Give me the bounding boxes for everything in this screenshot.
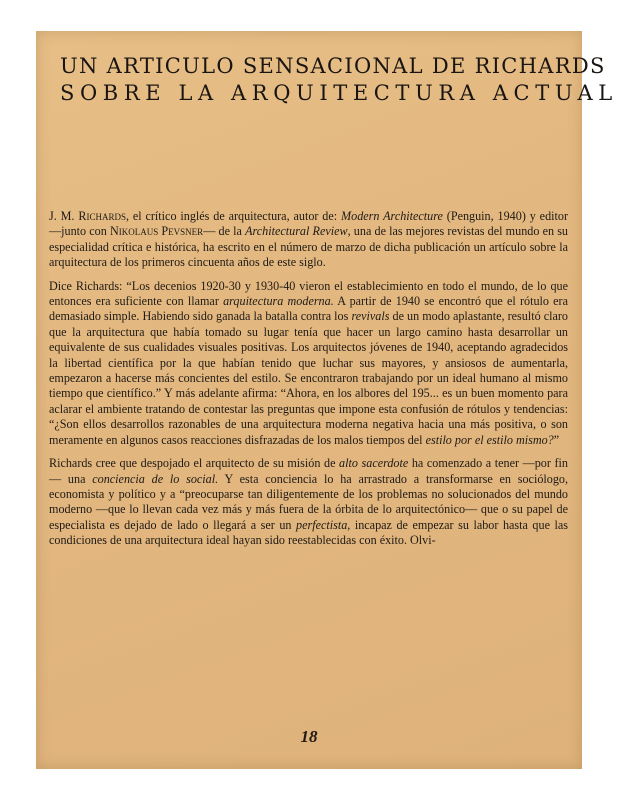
title-line-2: SOBRE LA ARQUITECTURA ACTUAL bbox=[60, 81, 618, 105]
paragraph-1-text-4: , una de las mejores revistas del mundo en su especialidad crítica e histórica, ha escrito en el número de marzo de dicha publicación un artículo sobre la arquitectura de los primeros cincuenta años de este siglo. bbox=[49, 224, 569, 270]
article-body bbox=[49, 209, 568, 557]
journal-title: Architectural Review bbox=[245, 224, 348, 239]
paragraph-2 bbox=[49, 279, 568, 448]
page-number: 18 bbox=[300, 727, 318, 746]
paragraph-2-text-4: ” bbox=[553, 432, 560, 447]
title-line-1: UN ARTICULO SENSACIONAL DE RICHARDS bbox=[60, 54, 606, 78]
book-title: Modern Architecture bbox=[341, 209, 443, 223]
paragraph-3-italic-3: perfectista bbox=[296, 517, 348, 532]
paragraph-2-text-2: A partir de 1940 se encontró que el rótulo era demasiado simple. Habiendo sido ganada la batalla contra los bbox=[49, 294, 568, 324]
paragraph-2-italic-2: revivals bbox=[351, 309, 390, 324]
article-title bbox=[60, 53, 618, 107]
book-page bbox=[36, 31, 618, 769]
paragraph-2-italic-3: estilo por el estilo mismo? bbox=[425, 432, 554, 447]
paragraph-3-text-2: ha comenzado a tener —por fin— una bbox=[49, 456, 568, 486]
paragraph-2-italic-1: arquitectura moderna. bbox=[223, 294, 334, 309]
coeditor-name: Nikolaus Pevsner bbox=[109, 224, 204, 239]
paragraph-2-text-1: Dice Richards: “Los decenios 1920-30 y 1930-40 vieron el establecimiento en todo el mundo, de lo que entonces era suficiente con llamar bbox=[49, 278, 568, 309]
paragraph-2-text-3: de un modo aplastante, resultó claro que la arquitectura que había tomado su lugar tenía que hacer un largo camino hasta desarrollar un equivalente de sus cualidades visuales positivas. Los arquitectos jóvenes de 1940, aceptando agradecidos la libertad científica por la que habían tenido que luchar sus mayores, y ansiosos de aumentarla, empezaron a hacerse más concientes del estilo. Se encontraron trabajando por un ideal humano al mismo tiempo que científico.” Y más adelante afirma: “Ahora, en los albores del 195... es un buen momento para aclarar el ambiente tratando de contestar las preguntas que impone esta confusión de rótulos y tendencias: “¿Son ellos desarrollos razonables de una arquitectura moderna negativa hacia una más positiva, o son meramente en algunos casos reacciones disfrazadas de los malos tiempos del bbox=[49, 309, 568, 447]
paragraph-1-text-3: — de la bbox=[203, 224, 246, 239]
author-name: J. M. Richards bbox=[49, 209, 126, 223]
paragraph-1-text-1: , el crítico inglés de arquitectura, autor de: bbox=[125, 209, 342, 223]
paragraph-3-text-1: Richards cree que despojado el arquitecto de su misión de bbox=[49, 456, 340, 471]
paragraph-3-text-3: Y esta conciencia lo ha arrastrado a transformarse en sociólogo, economista y político y a “preocuparse tan diligentemente de los problemas no solucionados del mundo moderno —que lo llevan cada vez más y más fuera de la órbita de lo arquitectónico— que o su papel de especialista es dejado de lado o llegará a ser un bbox=[49, 471, 569, 532]
paragraph-3 bbox=[49, 456, 568, 548]
paragraph-1 bbox=[49, 209, 568, 271]
paragraph-1-text-2: (Penguin, 1940) y editor —junto con bbox=[49, 209, 568, 239]
paragraph-3-italic-1: alto sacerdote bbox=[339, 456, 409, 471]
paragraph-3-text-4: , incapaz de empezar su labor hasta que las condiciones de una arquitectura ideal hayan sido reestablecidas con éxito. Olvi- bbox=[49, 517, 568, 548]
paragraph-3-italic-2: conciencia de lo social. bbox=[92, 471, 219, 486]
